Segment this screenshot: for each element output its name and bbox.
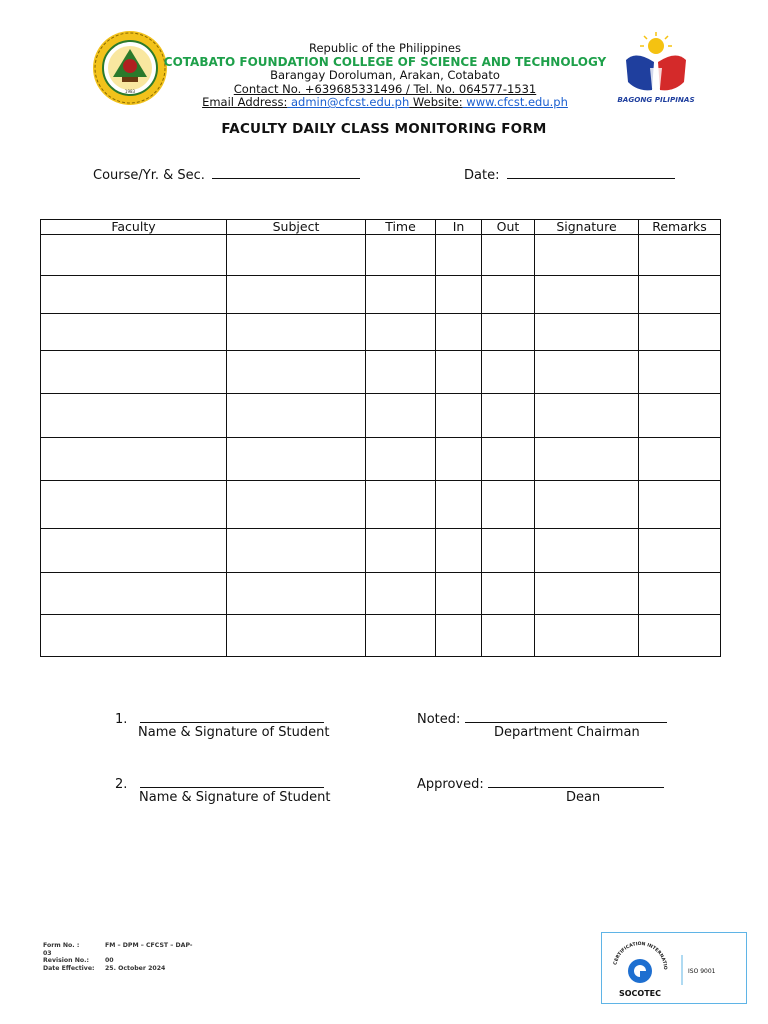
cell-in[interactable] bbox=[436, 573, 482, 615]
cell-in[interactable] bbox=[436, 615, 482, 657]
date-field bbox=[464, 166, 675, 183]
revision-label: Revision No.: bbox=[43, 957, 89, 964]
noted-blank[interactable] bbox=[465, 709, 667, 723]
cell-time[interactable] bbox=[366, 351, 436, 394]
cell-faculty[interactable] bbox=[41, 394, 227, 438]
cell-out[interactable] bbox=[482, 394, 535, 438]
col-header-signature: Signature bbox=[535, 220, 639, 235]
table-row bbox=[41, 351, 721, 394]
cell-remarks[interactable] bbox=[639, 314, 721, 351]
cell-subject[interactable] bbox=[227, 438, 366, 481]
course-blank[interactable] bbox=[212, 166, 360, 179]
noted-label: Noted: bbox=[417, 712, 461, 727]
form-metadata bbox=[43, 942, 192, 972]
cell-time[interactable] bbox=[366, 529, 436, 573]
revision-value: 00 bbox=[105, 957, 114, 964]
approved-blank[interactable] bbox=[488, 774, 664, 788]
cell-signature[interactable] bbox=[535, 615, 639, 657]
cell-faculty[interactable] bbox=[41, 573, 227, 615]
cell-in[interactable] bbox=[436, 351, 482, 394]
cell-remarks[interactable] bbox=[639, 481, 721, 529]
table-row bbox=[41, 235, 721, 276]
item-number-1: 1. bbox=[115, 712, 128, 727]
cell-time[interactable] bbox=[366, 481, 436, 529]
cell-subject[interactable] bbox=[227, 394, 366, 438]
cell-out[interactable] bbox=[482, 438, 535, 481]
cell-in[interactable] bbox=[436, 481, 482, 529]
cell-signature[interactable] bbox=[535, 394, 639, 438]
cell-remarks[interactable] bbox=[639, 529, 721, 573]
republic-text: Republic of the Philippines bbox=[308, 41, 462, 55]
cell-subject[interactable] bbox=[227, 276, 366, 314]
cell-signature[interactable] bbox=[535, 235, 639, 276]
approved-line bbox=[417, 774, 664, 792]
form-title: FACULTY DAILY CLASS MONITORING FORM bbox=[221, 121, 547, 137]
socotec-logo bbox=[602, 933, 746, 1003]
seal-year-text: 1983 bbox=[124, 89, 136, 94]
cell-subject[interactable] bbox=[227, 529, 366, 573]
cell-signature[interactable] bbox=[535, 529, 639, 573]
table-header-row bbox=[41, 220, 721, 235]
cell-remarks[interactable] bbox=[639, 573, 721, 615]
table-row bbox=[41, 394, 721, 438]
cell-time[interactable] bbox=[366, 394, 436, 438]
date-effective-value: 25. October 2024 bbox=[105, 964, 166, 972]
email-label: Email Address: bbox=[202, 95, 288, 109]
student-1-caption: Name & Signature of Student bbox=[138, 725, 330, 740]
student-2-blank[interactable] bbox=[140, 774, 324, 788]
cell-signature[interactable] bbox=[535, 314, 639, 351]
cell-out[interactable] bbox=[482, 314, 535, 351]
cell-out[interactable] bbox=[482, 276, 535, 314]
cell-time[interactable] bbox=[366, 438, 436, 481]
socotec-text: SOCOTEC bbox=[618, 989, 662, 998]
cell-out[interactable] bbox=[482, 235, 535, 276]
cell-subject[interactable] bbox=[227, 235, 366, 276]
cell-time[interactable] bbox=[366, 235, 436, 276]
cell-out[interactable] bbox=[482, 529, 535, 573]
col-header-out: Out bbox=[482, 220, 535, 235]
date-label: Date: bbox=[464, 168, 500, 183]
website-label: Website: bbox=[409, 95, 463, 109]
cell-signature[interactable] bbox=[535, 276, 639, 314]
cell-remarks[interactable] bbox=[639, 394, 721, 438]
cell-faculty[interactable] bbox=[41, 615, 227, 657]
cell-subject[interactable] bbox=[227, 351, 366, 394]
cell-out[interactable] bbox=[482, 351, 535, 394]
cell-subject[interactable] bbox=[227, 573, 366, 615]
table-row bbox=[41, 481, 721, 529]
cell-time[interactable] bbox=[366, 615, 436, 657]
col-header-faculty: Faculty bbox=[41, 220, 227, 235]
iso-9001-text: ISO 9001 bbox=[688, 968, 716, 975]
date-blank[interactable] bbox=[507, 166, 675, 179]
student-1-blank[interactable] bbox=[140, 709, 324, 723]
col-header-remarks: Remarks bbox=[639, 220, 721, 235]
col-header-subject: Subject bbox=[227, 220, 366, 235]
form-no-label: Form No. : bbox=[43, 942, 80, 949]
college-seal-logo bbox=[92, 30, 168, 106]
approved-label: Approved: bbox=[417, 777, 484, 792]
cell-remarks[interactable] bbox=[639, 615, 721, 657]
cell-in[interactable] bbox=[436, 394, 482, 438]
cell-out[interactable] bbox=[482, 615, 535, 657]
college-name: COTABATO FOUNDATION COLLEGE OF SCIENCE AND TECHNOLOGY bbox=[163, 54, 607, 69]
cell-in[interactable] bbox=[436, 438, 482, 481]
website-link[interactable]: www.cfcst.edu.ph bbox=[462, 95, 568, 109]
cell-subject[interactable] bbox=[227, 314, 366, 351]
cell-in[interactable] bbox=[436, 314, 482, 351]
iso-certification-badge bbox=[601, 932, 747, 1004]
cell-signature[interactable] bbox=[535, 438, 639, 481]
cell-in[interactable] bbox=[436, 276, 482, 314]
course-label: Course/Yr. & Sec. bbox=[93, 168, 205, 183]
student-2-caption: Name & Signature of Student bbox=[139, 790, 331, 805]
table-row bbox=[41, 276, 721, 314]
cell-in[interactable] bbox=[436, 529, 482, 573]
cell-out[interactable] bbox=[482, 481, 535, 529]
monitoring-table bbox=[40, 219, 721, 657]
dean-caption: Dean bbox=[566, 790, 601, 805]
table-row bbox=[41, 615, 721, 657]
cell-signature[interactable] bbox=[535, 481, 639, 529]
cell-out[interactable] bbox=[482, 573, 535, 615]
contact-text: Contact No. +639685331496 / Tel. No. 064577-1531 bbox=[233, 81, 537, 96]
date-effective-label: Date Effective: bbox=[43, 964, 95, 972]
course-field bbox=[93, 166, 360, 183]
cell-time[interactable] bbox=[366, 276, 436, 314]
address-text: Barangay Doroluman, Arakan, Cotabato bbox=[270, 68, 500, 82]
cell-faculty[interactable] bbox=[41, 529, 227, 573]
col-header-time: Time bbox=[366, 220, 436, 235]
form-no-value: FM – DPM – CFCST – DAP- bbox=[105, 942, 193, 949]
cell-subject[interactable] bbox=[227, 481, 366, 529]
cell-faculty[interactable] bbox=[41, 276, 227, 314]
cell-remarks[interactable] bbox=[639, 276, 721, 314]
table-row bbox=[41, 438, 721, 481]
department-chairman-caption: Department Chairman bbox=[494, 725, 640, 740]
bagong-pilipinas-logo bbox=[614, 30, 698, 108]
col-header-in: In bbox=[436, 220, 482, 235]
cell-remarks[interactable] bbox=[639, 438, 721, 481]
bagong-pilipinas-text: BAGONG PILIPINAS bbox=[617, 95, 695, 104]
table-row bbox=[41, 573, 721, 615]
cell-in[interactable] bbox=[436, 235, 482, 276]
email-link[interactable]: admin@cfcst.edu.ph bbox=[287, 95, 410, 109]
table-row bbox=[41, 314, 721, 351]
cell-remarks[interactable] bbox=[639, 235, 721, 276]
cell-time[interactable] bbox=[366, 314, 436, 351]
cell-faculty[interactable] bbox=[41, 314, 227, 351]
table-row bbox=[41, 529, 721, 573]
cell-remarks[interactable] bbox=[639, 351, 721, 394]
cell-faculty[interactable] bbox=[41, 481, 227, 529]
cell-faculty[interactable] bbox=[41, 351, 227, 394]
form-no-continuation: 03 bbox=[43, 949, 52, 957]
cell-signature[interactable] bbox=[535, 351, 639, 394]
item-number-2: 2. bbox=[115, 777, 128, 792]
cell-signature[interactable] bbox=[535, 573, 639, 615]
cell-faculty[interactable] bbox=[41, 235, 227, 276]
iso-cert-arc-text: CERTIFICATION INTERNATIO bbox=[613, 941, 668, 970]
letterhead bbox=[160, 42, 610, 110]
cell-faculty[interactable] bbox=[41, 438, 227, 481]
cell-subject[interactable] bbox=[227, 615, 366, 657]
cell-time[interactable] bbox=[366, 573, 436, 615]
